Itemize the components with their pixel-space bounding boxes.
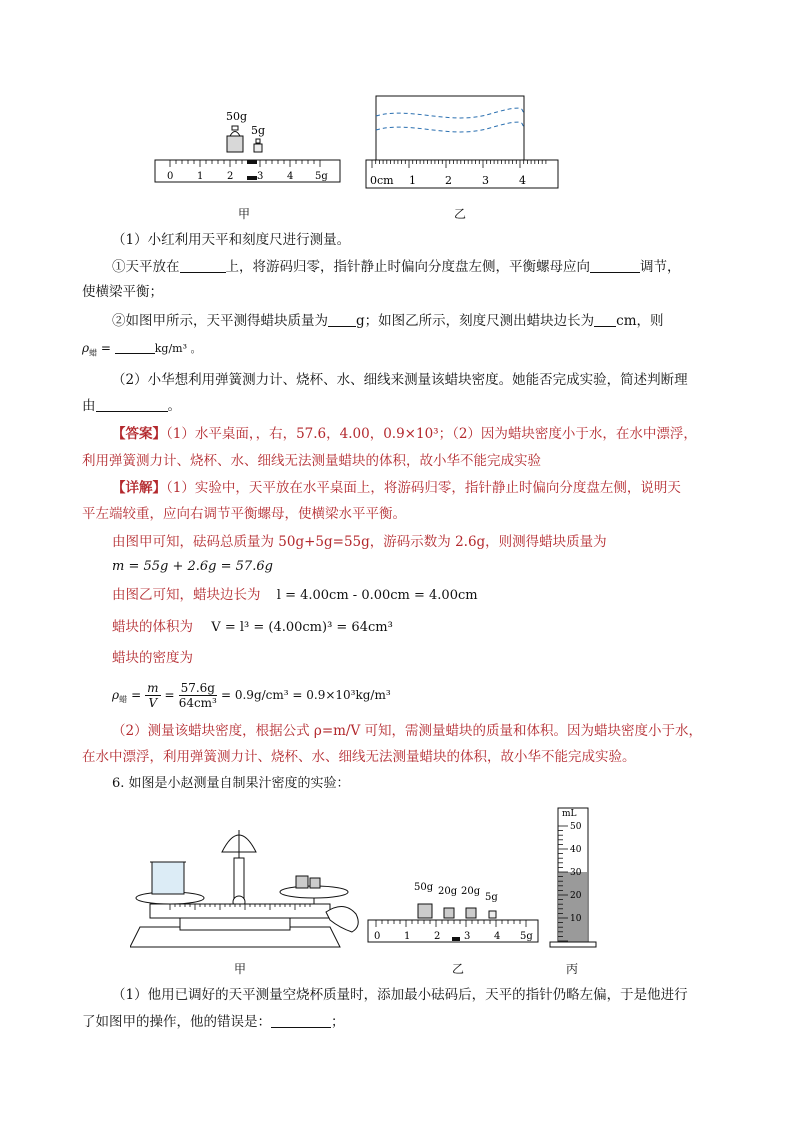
scale-label: 1 (197, 171, 204, 182)
cylinder-label: 40 (570, 845, 582, 855)
detail-line10: 在水中漂浮，利用弹簧测力计、烧杯、水、细线无法测量蜡块的体积，故小华不能完成实验。 (82, 749, 636, 765)
caption-jia-1: 甲 (238, 207, 251, 221)
detail-line6-eq: V = l³ = (4.00cm)³ = 64cm³ (211, 620, 393, 635)
weight-50g-label: 50g (226, 110, 248, 123)
caption-jia-2: 甲 (234, 962, 247, 976)
scale-label: 1 (404, 931, 411, 942)
q2-line2 (82, 396, 722, 416)
weight-5g (254, 139, 262, 152)
ruler-label: 4 (519, 174, 526, 187)
detail-line7: 蜡块的密度为 (112, 650, 193, 666)
cylinder-label: 20 (570, 891, 582, 901)
rho-eq: = (97, 341, 115, 355)
caption-yi-2: 乙 (452, 962, 465, 976)
blank-3[interactable] (328, 312, 356, 327)
q6-sub1-text: 了如图甲的操作，他的错误是： (82, 1014, 271, 1030)
ruler-label: 1 (409, 174, 416, 187)
fraction-mv (145, 681, 160, 710)
caption-yi-1: 乙 (454, 207, 467, 221)
caption-bing: 丙 (566, 962, 579, 976)
q6-sub1-end: ； (331, 1014, 345, 1030)
scale-label: 3 (464, 931, 471, 942)
weight-label: 20g (461, 886, 481, 897)
cylinder-label: 10 (570, 914, 582, 924)
detail-line5-label: 由图乙可知，蜡块边长为 (112, 587, 261, 603)
rider (247, 160, 257, 164)
cylinder-label: 30 (570, 868, 582, 878)
q1-intro: （1）小红利用天平和刻度尺进行测量。 (112, 232, 351, 248)
answer-tag: 【答案】 (112, 426, 166, 442)
cylinder-label: 50 (570, 822, 582, 832)
q1-rho-line (82, 338, 722, 363)
density-rho-sub: 蜡 (119, 695, 128, 704)
weight-5g-label: 5g (251, 124, 266, 137)
fraction-values-num: 57.6g (180, 680, 215, 695)
q2-text-1: 由 (82, 398, 96, 414)
wax-block (376, 96, 524, 160)
q6-sub1-line1: （1）他用已调好的天平测量空烧杯质量时，添加最小砝码后，天平的指针仍略左偏，于是他进行 (112, 987, 688, 1003)
scale-label: 2 (227, 171, 234, 182)
answer-text-1: （1）水平桌面，，右，57.6，4.00，0.9×10³；（2）因为蜡块密度小于水，在水中漂浮， (166, 426, 697, 442)
detail-tag: 【详解】 (112, 480, 166, 496)
blank-4[interactable] (594, 312, 616, 327)
fraction-values-den: 64cm³ (178, 695, 217, 710)
ruler-label: 2 (445, 174, 452, 187)
weight-50g (227, 126, 243, 152)
rho-symbol: ρ (82, 341, 90, 355)
scale-label: 4 (494, 931, 501, 942)
figure-juice-experiment (130, 800, 610, 980)
blank-1[interactable] (180, 258, 226, 273)
q6-sub1-line2 (82, 1012, 722, 1032)
detail-line4: m = 55g + 2.6g = 57.6g (112, 559, 273, 574)
scale-label: 0 (374, 931, 381, 942)
blank-6[interactable] (96, 397, 168, 412)
density-result: = 0.9g/cm³ = 0.9×10³kg/m³ (220, 688, 391, 702)
blank-7[interactable] (271, 1013, 331, 1028)
ruler (366, 160, 558, 188)
q1-b-text-2: g；如图乙所示，刻度尺测出蜡块边长为 (356, 313, 595, 329)
detail-line9: （2）测量该蜡块密度，根据公式 ρ=m/V 可知，需测量蜡块的质量和体积。因为蜡块密度小于水， (112, 723, 703, 739)
rider-bottom (247, 176, 257, 180)
ruler-label: 3 (482, 174, 489, 187)
q2-text-2: 。 (167, 398, 181, 414)
detail-line6-label: 蜡块的体积为 (112, 619, 193, 635)
rider-2 (452, 937, 460, 941)
fraction-mv-num: m (147, 680, 159, 695)
weight-label: 5g (485, 892, 498, 903)
detail-line5 (112, 585, 752, 606)
q6-title: 6. 如图是小赵测量自制果汁密度的实验： (112, 776, 350, 791)
density-equation: ρ $_蜡$ = $\frac{m}{V}$ = $\frac{57.6g}{\text{64cm³}}$ = 0.9g/cm³ = 0.9×10³kg/m³ (112, 680, 391, 710)
detail-line6 (112, 617, 752, 638)
fraction-mv-den: V (148, 695, 158, 710)
detail-text-1: （1）实验中，天平放在水平桌面上，将游码归零，指针静止时偏向分度盘左侧，说明天 (166, 480, 681, 496)
detail-line5-eq: l = 4.00cm - 0.00cm = 4.00cm (276, 588, 478, 603)
blank-5[interactable] (115, 339, 155, 354)
q1-b-text-3: cm，则 (616, 313, 664, 329)
figure-balance-scale-1 (150, 92, 570, 222)
q1-part-a-line2: 使横梁平衡； (82, 284, 163, 300)
cylinder-unit: mL (562, 809, 577, 819)
detail-line2: 平左端较重，应向右调节平衡螺母，使横梁水平平衡。 (82, 506, 406, 522)
scale-label: 4 (287, 171, 294, 182)
scale-label: 0 (167, 171, 174, 182)
beaker-icon (150, 862, 186, 894)
q2-line1: （2）小华想利用弹簧测力计、烧杯、水、细线来测量该蜡块密度。她能否完成实验，简述判断理 (112, 372, 688, 388)
weight-label: 20g (438, 886, 458, 897)
q1-a-text-1: ①天平放在 (112, 259, 180, 275)
scale-label: 2 (434, 931, 441, 942)
blank-2[interactable] (590, 258, 640, 273)
scale-label: 3 (257, 171, 264, 182)
ruler-label: 0cm (370, 174, 394, 187)
weights-row (418, 904, 496, 918)
q1-a-text-3: 调节， (640, 259, 681, 275)
weight-label: 50g (414, 882, 434, 893)
scale-label: 5g (520, 931, 533, 942)
q1-a-text-2: 上，将游码归零，指针静止时偏向分度盘左侧，平衡螺母应向 (225, 259, 590, 275)
rho-subscript: 蜡 (89, 348, 98, 358)
answer-line2: 利用弹簧测力计、烧杯、水、细线无法测量蜡块的体积，故小华不能完成实验 (82, 453, 541, 469)
rho-unit: kg/m³ 。 (154, 342, 202, 355)
detail-line1 (112, 478, 752, 498)
answer-line1 (112, 424, 752, 444)
density-rho: ρ (112, 688, 120, 702)
q1-part-a (112, 257, 752, 277)
q1-b-text-1: ②如图甲所示，天平测得蜡块质量为 (112, 313, 328, 329)
detail-line3: 由图甲可知，砝码总质量为 50g+5g=55g，游码示数为 2.6g，则测得蜡块质量为 (112, 534, 607, 550)
q1-part-b (112, 311, 752, 331)
scale-label: 5g (315, 171, 328, 182)
fraction-values (179, 681, 217, 710)
